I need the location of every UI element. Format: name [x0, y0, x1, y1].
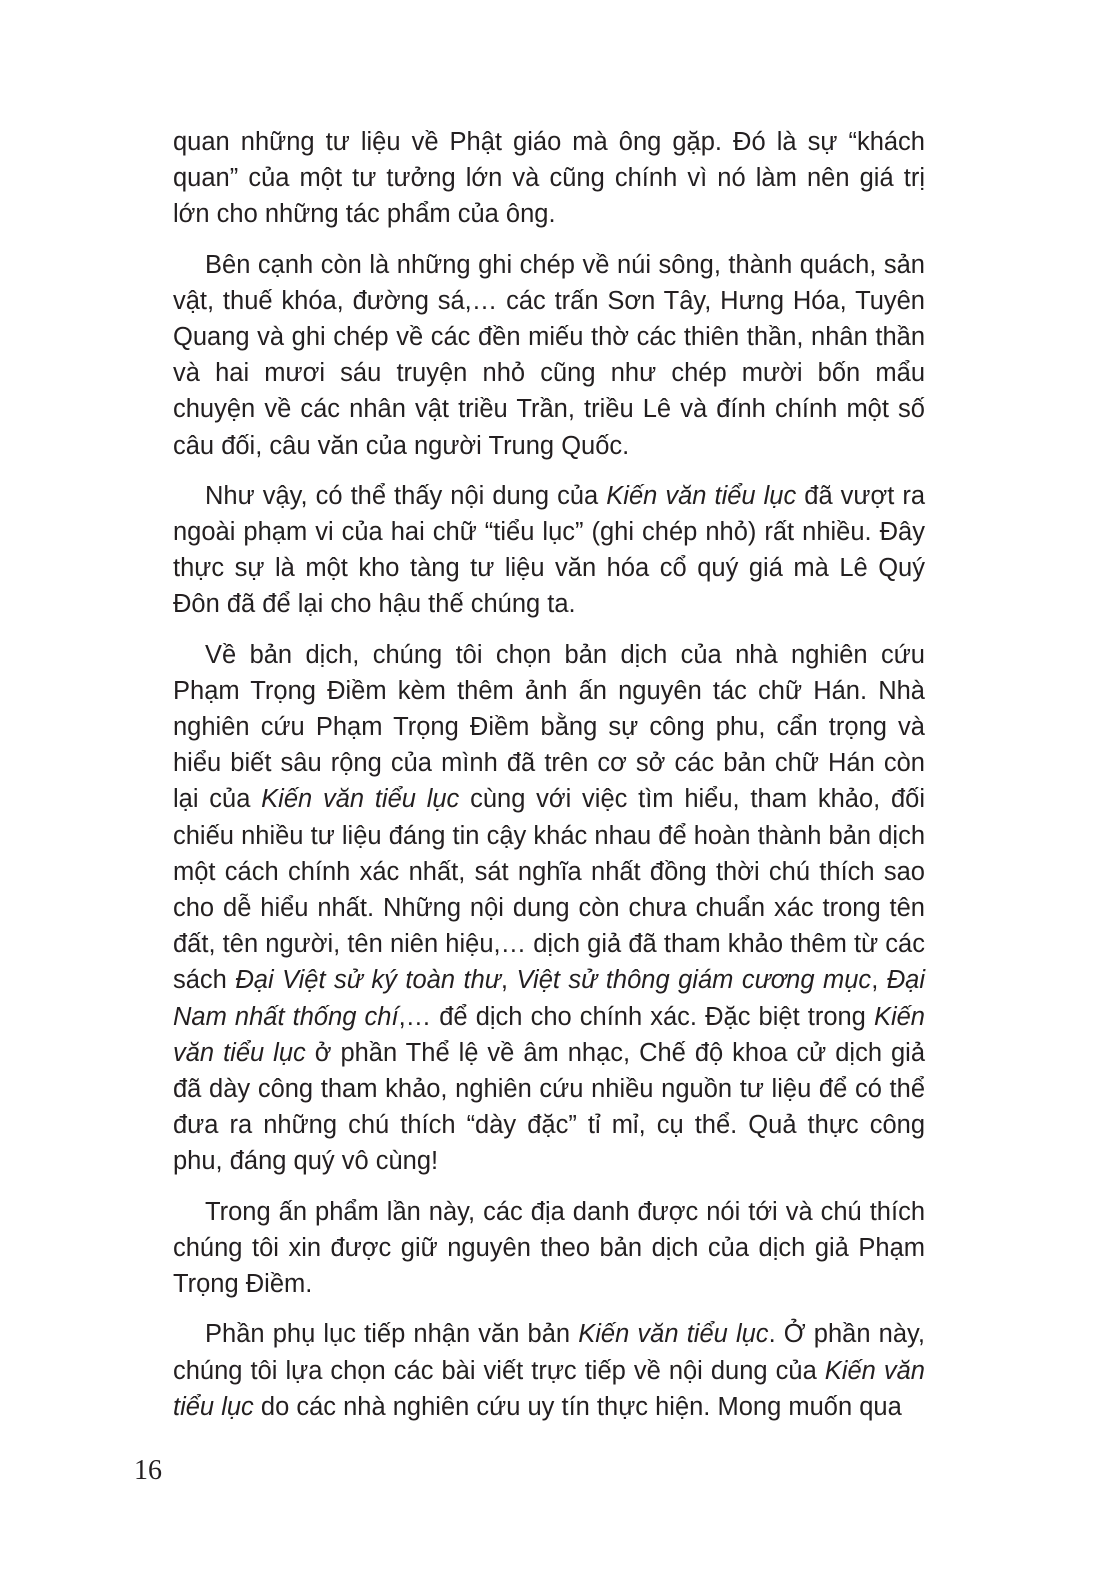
text-run: ,… để dịch cho chính xác. Đặc biệt trong	[398, 1002, 874, 1031]
italic-title-text: Kiến văn tiểu lục	[578, 1320, 769, 1349]
text-run: cùng với việc tìm hiểu, tham khảo, đối chiếu nhiều tư liệu đáng tin cậy khác nhau để hoàn thành bản dịch một cách chính xác nhất, sát nghĩa nhất đồng thời chú thích sao cho dễ hiểu nhất. Những nội dung còn chưa chuẩn xác trong tên đất, tên người, tên niên hiệu,… dịch giả đã tham khảo thêm từ các sách	[173, 785, 925, 995]
paragraph	[173, 124, 925, 233]
italic-title-text: Kiến văn tiểu lục	[261, 785, 460, 814]
paragraph	[173, 637, 925, 1180]
paragraph	[173, 478, 925, 623]
italic-title-text: Việt sử thông giám cương mục	[516, 966, 872, 995]
text-run: đã vượt ra ngoài phạm vi của hai chữ “tiểu lục” (ghi chép nhỏ) rất nhiều. Đây thực sự là một kho tàng tư liệu văn hóa cổ quý giá mà Lê Quý Đôn đã để lại cho hậu thế chúng ta.	[173, 481, 925, 619]
text-run: ,	[871, 966, 887, 995]
text-run: Về bản dịch, chúng tôi chọn bản dịch của nhà nghiên cứu Phạm Trọng Điềm kèm thêm ảnh ấn nguyên tác chữ Hán. Nhà nghiên cứu Phạm Trọng Điềm bằng sự công phu, cẩn trọng và hiểu biết sâu rộng của mình đã trên cơ sở các bản chữ Hán còn lại của	[173, 640, 925, 814]
italic-title-text: Kiến văn tiểu lục	[173, 1002, 925, 1067]
text-run: Phần phụ lục tiếp nhận văn bản	[205, 1320, 579, 1349]
italic-title-text: Đại Nam nhất thống chí	[173, 966, 926, 1031]
text-run: do các nhà nghiên cứu uy tín thực hiện. Mong muốn qua	[253, 1392, 902, 1421]
italic-title-text: Kiến văn tiểu lục	[606, 481, 797, 510]
paragraph	[173, 247, 925, 464]
text-run: Như vậy, có thể thấy nội dung của	[205, 481, 607, 510]
italic-title-text: Đại Việt sử ký toàn thư	[235, 966, 501, 995]
body-text	[173, 124, 925, 1439]
text-run: ,	[500, 966, 517, 995]
italic-title-text: Kiến văn tiểu lục	[173, 1356, 925, 1421]
text-run: Trong ấn phẩm lần này, các địa danh được nói tới và chú thích chúng tôi xin được giữ nguyên theo bản dịch của dịch giả Phạm Trọng Điềm.	[173, 1197, 925, 1299]
text-run: quan những tư liệu về Phật giáo mà ông gặp. Đó là sự “khách quan” của một tư tưởng lớn và cũng chính vì nó làm nên giá trị lớn cho những tác phẩm của ông.	[173, 128, 925, 229]
text-run: . Ở phần này, chúng tôi lựa chọn các bài viết trực tiếp về nội dung của	[173, 1320, 925, 1385]
text-run: Bên cạnh còn là những ghi chép về núi sông, thành quách, sản vật, thuế khóa, đường sá,… các trấn Sơn Tây, Hưng Hóa, Tuyên Quang và ghi chép về các đền miếu thờ các thiên thần, nhân thần và hai mươi sáu truyện nhỏ cũng như chép mười bốn mẩu chuyện về các nhân vật triều Trần, triều Lê và đính chính một số câu đối, câu văn của người Trung Quốc.	[173, 250, 925, 460]
page-number: 16	[134, 1455, 162, 1486]
text-run: ở phần Thể lệ về âm nhạc, Chế độ khoa cử dịch giả đã dày công tham khảo, nghiên cứu nhiều nguồn tư liệu để có thể đưa ra những chú thích “dày đặc” tỉ mỉ, cụ thể. Quả thực công phu, đáng quý vô cùng!	[173, 1038, 925, 1176]
paragraph	[173, 1194, 925, 1303]
paragraph	[173, 1316, 925, 1425]
